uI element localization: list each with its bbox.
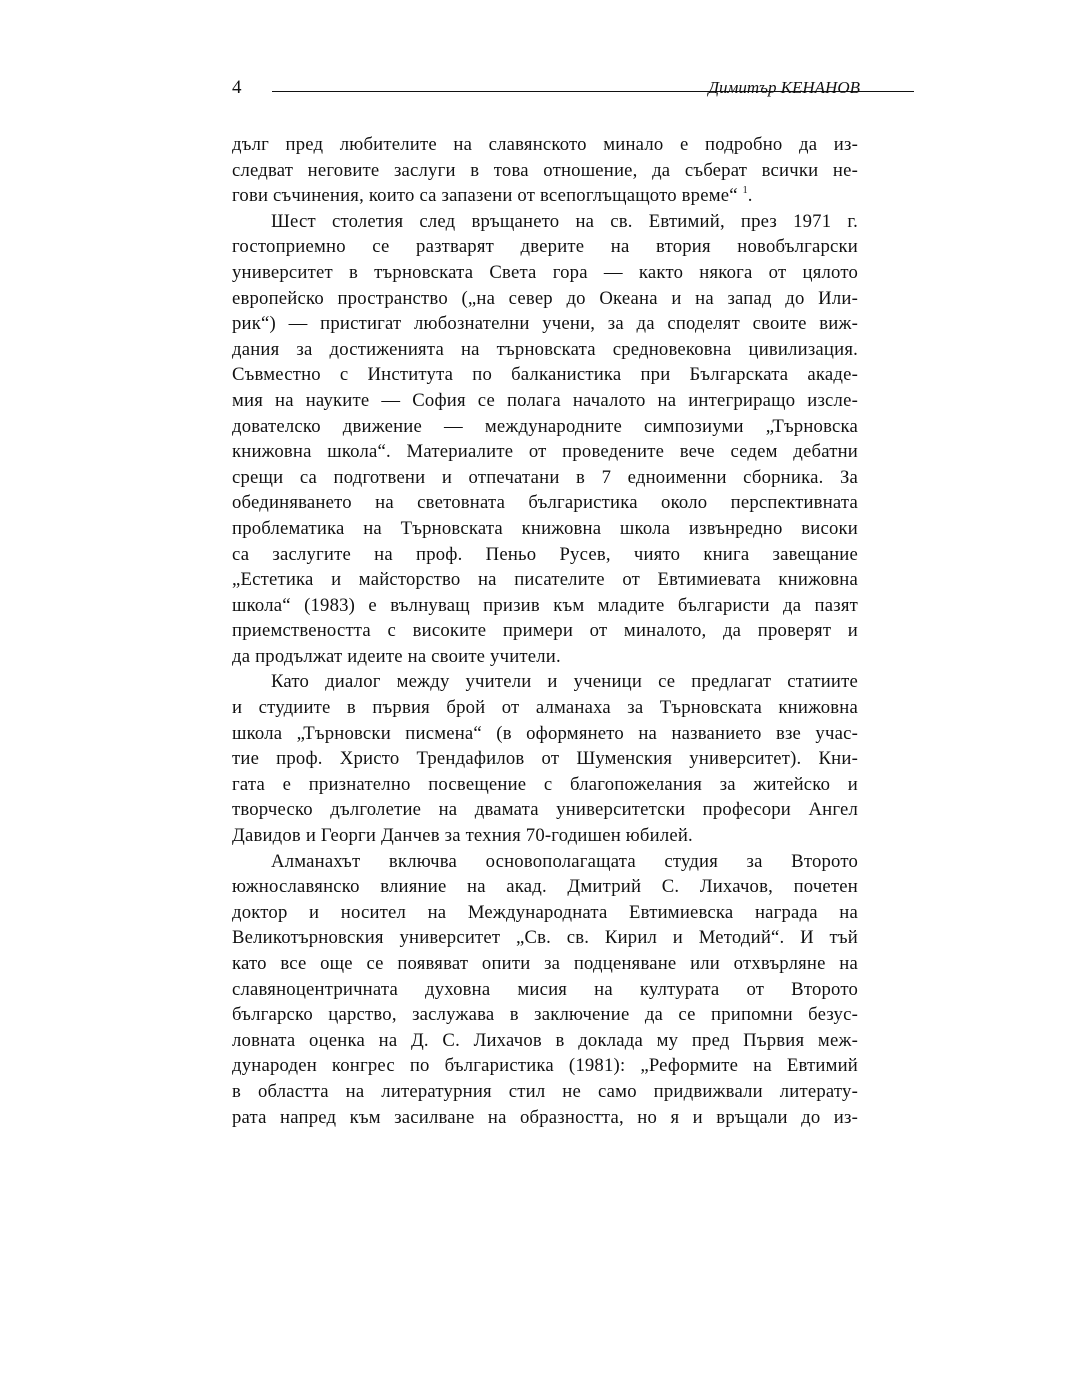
text-line: срещи са подготвени и отпечатани в 7 едноименни сборника. За bbox=[232, 466, 858, 488]
text-line: европейско пространство („на север до Океана и на запад до Или- bbox=[232, 287, 858, 309]
paragraph bbox=[232, 209, 858, 670]
text-line: като все още се появяват опити за подценяване или отхвърляне на bbox=[232, 953, 858, 974]
text-line: Великотърновския университет „Св. св. Кирил и Методий“. И тъй bbox=[232, 927, 858, 949]
text-line: гата е признателно посвещение с благопожелания за житейско и bbox=[232, 773, 858, 795]
text-line: следват неговите заслуги в това отношение, да съберат всички не- bbox=[232, 159, 858, 181]
text-line: Като диалог между учители и ученици се предлагат статиите bbox=[271, 671, 858, 693]
text-line: университет в търновската Света гора — както някога от цялото bbox=[232, 261, 858, 283]
text-line: школа „Търновски писмена“ (в оформянето на названието взе учас- bbox=[232, 722, 858, 744]
text-line: южнославянско влияние на акад. Дмитрий С. Лихачов, почетен bbox=[232, 876, 858, 898]
text-line: рик“) — пристигат любознателни учени, за да споделят своите виж- bbox=[232, 313, 858, 335]
text-line: мия на науките — София се полага началото на интегриращо изсле- bbox=[232, 389, 858, 411]
text-line: дователско движение — международните симпозиуми „Търновска bbox=[232, 415, 858, 437]
text-line: Шест столетия след връщането на св. Евтимий, през 1971 г. bbox=[271, 210, 858, 232]
text-line: славяноцентричната духовна мисия на културата от Второто bbox=[232, 978, 858, 1000]
text-line: да продължат идеите на своите учители. bbox=[232, 645, 561, 667]
text-line: проблематика на Търновската книжовна школа извънредно високи bbox=[232, 517, 858, 539]
text-line: дународен конгрес по българистика (1981): „Реформите на Евтимий bbox=[232, 1055, 858, 1077]
text-line: творческо дълголетие на двамата университетски професори Ангел bbox=[232, 799, 858, 821]
text-line-tail: . bbox=[747, 185, 753, 207]
footnote-reference: 1 bbox=[742, 185, 748, 197]
text-line: ловната оценка на Д. С. Лихачов в доклада му пред Първия меж- bbox=[232, 1029, 858, 1051]
text-line: са заслугите на проф. Пеньо Русев, чиято книга завещание bbox=[232, 543, 858, 565]
text-line: дания за достиженията на търновската средновековна цивилизация. bbox=[232, 338, 858, 360]
text-line: приемствеността с високите примери от миналото, да проверят и bbox=[232, 620, 858, 642]
text-line: гостоприемно се разтварят дверите на втория новобългарски bbox=[232, 236, 858, 258]
text-line: доктор и носител на Международната Евтимиевска награда на bbox=[232, 901, 858, 923]
text-line: обединяването на световната българистика около перспективната bbox=[232, 492, 858, 514]
text-line: дълг пред любителите на славянското минало е подробно да из- bbox=[232, 134, 858, 155]
text-line: „Естетика и майсторство на писателите от Евтимиевата книжовна bbox=[232, 569, 858, 591]
text-line: в областта на литературния стил не само придвижвали литерату- bbox=[232, 1080, 858, 1102]
running-head-author: Димитър КЕНАНОВ bbox=[708, 78, 860, 97]
text-line: рата напред към засилване на образността, но я и връщали до из- bbox=[232, 1106, 858, 1128]
text-line: книжовна школа“. Материалите от проведените вече седем дебатни bbox=[232, 441, 858, 463]
text-line bbox=[232, 183, 858, 209]
body-text bbox=[232, 132, 858, 1130]
page-number: 4 bbox=[232, 77, 242, 98]
text-line: Алманахът включва основополагащата студия за Второто bbox=[271, 850, 858, 872]
text-line: и студиите в първия брой от алманаха за Търновската книжовна bbox=[232, 697, 858, 719]
paragraph bbox=[232, 669, 858, 848]
text-line: българско царство, заслужава в заключение да се припомни безус- bbox=[232, 1004, 858, 1026]
page-header bbox=[232, 76, 860, 102]
paragraph bbox=[232, 849, 858, 1131]
text-line: Давидов и Георги Данчев за техния 70-годишен юбилей. bbox=[232, 825, 693, 847]
paragraph bbox=[232, 132, 858, 209]
text-line: Съвместно с Института по балканистика при Българската акаде- bbox=[232, 364, 858, 386]
text-line-content: гови съчинения, които са запазени от всепоглъщащото време“ bbox=[232, 185, 743, 207]
text-line: тие проф. Христо Трендафилов от Шуменския университет). Кни- bbox=[232, 748, 858, 770]
text-line: школа“ (1983) е вълнуващ призив към младите българисти да пазят bbox=[232, 594, 858, 616]
